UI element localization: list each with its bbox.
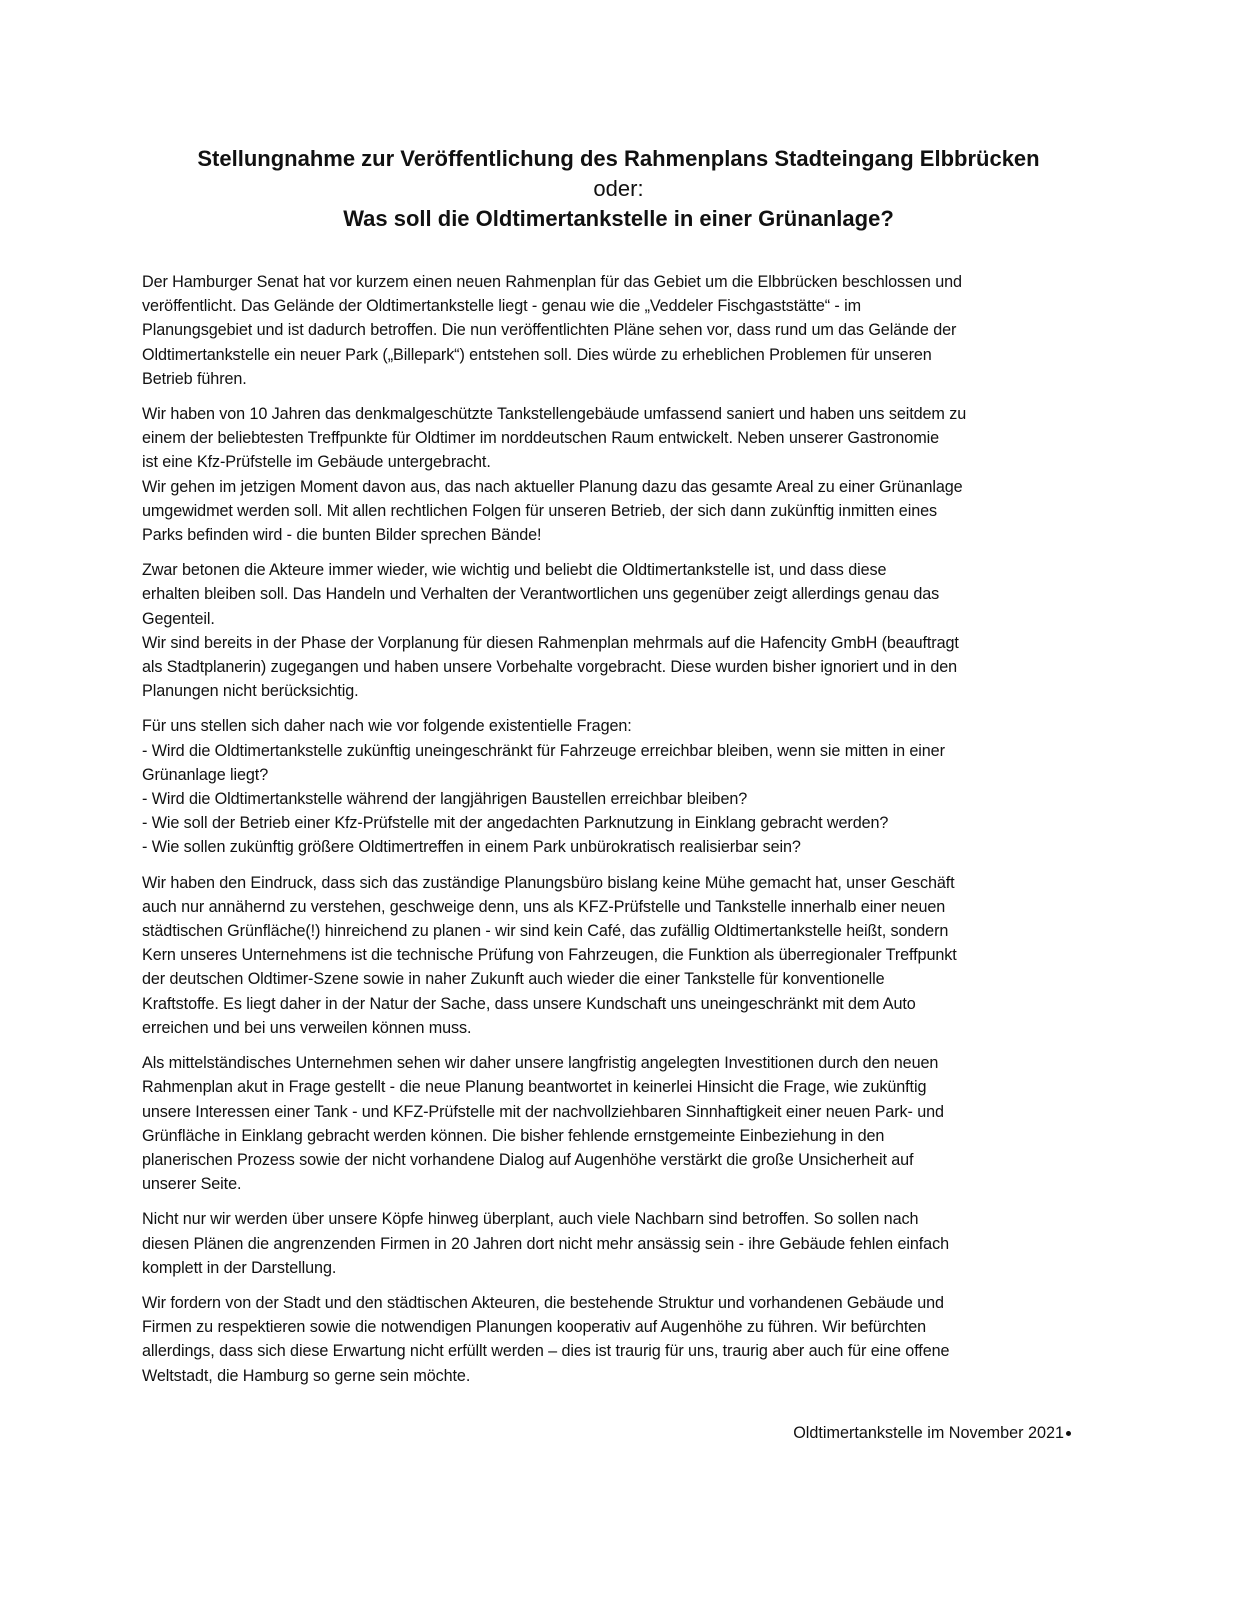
signature-text: Oldtimertankstelle im November 2021 — [793, 1424, 1064, 1442]
text-line: allerdings, dass sich diese Erwartung nicht erfüllt werden – dies ist traurig für uns, traurig aber auch für eine offene — [142, 1342, 950, 1361]
document-title: Stellungnahme zur Veröffentlichung des Rahmenplans Stadteingang Elbbrücken — [197, 146, 1040, 171]
text-line: veröffentlicht. Das Gelände der Oldtimertankstelle liegt - genau wie die „Veddeler Fischgaststätte“ - im — [142, 297, 861, 316]
bullet-dot-icon — [1066, 1431, 1071, 1436]
text-line: Nicht nur wir werden über unsere Köpfe hinweg überplant, auch viele Nachbarn sind betroffen. So sollen nach — [142, 1210, 919, 1229]
paragraph-2 — [142, 402, 1097, 547]
text-line: komplett in der Darstellung. — [142, 1258, 337, 1277]
paragraph-4 — [142, 714, 1097, 859]
text-line: ist eine Kfz-Prüfstelle im Gebäude untergebracht. — [142, 453, 491, 472]
text-line: einem der beliebtesten Treffpunkte für Oldtimer im norddeutschen Raum entwickelt. Neben unserer Gastronomie — [142, 429, 939, 448]
text-line: Oldtimertankstelle ein neuer Park („Billepark“) entstehen soll. Dies würde zu erheblichen Problemen für unseren — [142, 345, 932, 364]
paragraph-1 — [142, 270, 1097, 391]
text-line: erhalten bleiben soll. Das Handeln und Verhalten der Verantwortlichen uns gegenüber zeigt allerdings genau das — [142, 585, 940, 604]
paragraph-7 — [142, 1207, 1097, 1280]
text-line: Grünanlage liegt? — [142, 765, 269, 784]
signature-line — [793, 1421, 1071, 1445]
text-line: Parks befinden wird - die bunten Bilder sprechen Bände! — [142, 526, 542, 545]
text-line: der deutschen Oldtimer-Szene sowie in naher Zukunft auch wieder die einer Tankstelle für konventionelle — [142, 970, 885, 989]
text-line: erreichen und bei uns verweilen können muss. — [142, 1018, 472, 1037]
text-line: Rahmenplan akut in Frage gestellt - die neue Planung beantwortet in keinerlei Hinsicht die Frage, wie zukünftig — [142, 1078, 927, 1097]
title-connector: oder: — [593, 176, 644, 201]
text-line: Firmen zu respektieren sowie die notwendigen Planungen kooperativ auf Augenhöhe zu führen. Wir befürchten — [142, 1318, 927, 1337]
text-line: planerischen Prozess sowie der nicht vorhandene Dialog auf Augenhöhe verstärkt die große Unsicherheit auf — [142, 1150, 914, 1169]
text-line: städtischen Grünfläche(!) hinreichend zu planen - wir sind kein Café, das zufällig Oldtimertankstelle heißt, sondern — [142, 922, 949, 941]
text-line: Für uns stellen sich daher nach wie vor folgende existentielle Fragen: — [142, 717, 632, 736]
text-line: Der Hamburger Senat hat vor kurzem einen neuen Rahmenplan für das Gebiet um die Elbbrücken beschlossen und — [142, 273, 962, 291]
text-line: - Wird die Oldtimertankstelle während der langjährigen Baustellen erreichbar bleiben? — [142, 790, 748, 809]
text-line: Wir gehen im jetzigen Moment davon aus, das nach aktueller Planung dazu das gesamte Areal zu einer Grünanlage — [142, 477, 963, 496]
document-body — [142, 270, 1097, 1399]
text-line: Weltstadt, die Hamburg so gerne sein möchte. — [142, 1366, 471, 1385]
text-line: umgewidmet werden soll. Mit allen rechtlichen Folgen für unseren Betrieb, der sich dann zukünftig inmitten eines — [142, 501, 937, 520]
paragraph-3 — [142, 558, 1097, 703]
text-line: Planungen nicht berücksichtig. — [142, 682, 359, 701]
text-line: - Wird die Oldtimertankstelle zukünftig uneingeschränkt für Fahrzeuge erreichbar bleiben, wenn sie mitten in einer — [142, 741, 945, 760]
text-line: Wir fordern von der Stadt und den städtischen Akteuren, die bestehende Struktur und vorhandenen Gebäude und — [142, 1293, 944, 1312]
text-line: Planungsgebiet und ist dadurch betroffen. Die nun veröffentlichten Pläne sehen vor, dass rund um das Gelände der — [142, 321, 957, 340]
text-line: Gegenteil. — [142, 609, 215, 628]
text-line: Wir haben von 10 Jahren das denkmalgeschützte Tankstellengebäude umfassend saniert und haben uns seitdem zu — [142, 405, 967, 424]
text-line: Kern unseres Unternehmens ist die technische Prüfung von Fahrzeugen, die Funktion als überregionaler Treffpunkt — [142, 946, 957, 965]
title-block — [0, 144, 1237, 234]
paragraph-5 — [142, 871, 1097, 1040]
text-line: Grünfläche in Einklang gebracht werden können. Die bisher fehlende ernstgemeinte Einbeziehung in den — [142, 1126, 885, 1145]
text-line: Wir sind bereits in der Phase der Vorplanung für diesen Rahmenplan mehrmals auf die Hafencity GmbH (beauftragt — [142, 633, 959, 652]
paragraph-6 — [142, 1051, 1097, 1196]
document-subtitle: Was soll die Oldtimertankstelle in einer Grünanlage? — [343, 206, 894, 231]
text-line: - Wie sollen zukünftig größere Oldtimertreffen in einem Park unbürokratisch realisierbar sein? — [142, 838, 801, 857]
text-line: Wir haben den Eindruck, dass sich das zuständige Planungsbüro bislang keine Mühe gemacht hat, unser Geschäft — [142, 873, 955, 892]
text-line: als Stadtplanerin) zugegangen und haben unsere Vorbehalte vorgebracht. Diese wurden bisher ignoriert und in den — [142, 658, 958, 677]
text-line: unsere Interessen einer Tank - und KFZ-Prüfstelle mit der nachvollziehbaren Sinnhaftigkeit einer neuen Park- und — [142, 1102, 944, 1121]
text-line: Zwar betonen die Akteure immer wieder, wie wichtig und beliebt die Oldtimertankstelle ist, und dass diese — [142, 561, 887, 580]
text-line: - Wie soll der Betrieb einer Kfz-Prüfstelle mit der angedachten Parknutzung in Einklang gebracht werden? — [142, 814, 889, 833]
text-line: Als mittelständisches Unternehmen sehen wir daher unsere langfristig angelegten Investitionen durch den neuen — [142, 1054, 939, 1073]
paragraph-8 — [142, 1291, 1097, 1388]
text-line: auch nur annähernd zu verstehen, geschweige denn, uns als KFZ-Prüfstelle und Tankstelle innerhalb einer neuen — [142, 897, 946, 916]
text-line: Betrieb führen. — [142, 369, 247, 388]
text-line: Kraftstoffe. Es liegt daher in der Natur der Sache, dass unsere Kundschaft uns uneingeschränkt mit dem Auto — [142, 994, 916, 1013]
text-line: diesen Plänen die angrenzenden Firmen in 20 Jahren dort nicht mehr ansässig sein - ihre Gebäude fehlen einfach — [142, 1234, 949, 1253]
text-line: unserer Seite. — [142, 1175, 242, 1194]
